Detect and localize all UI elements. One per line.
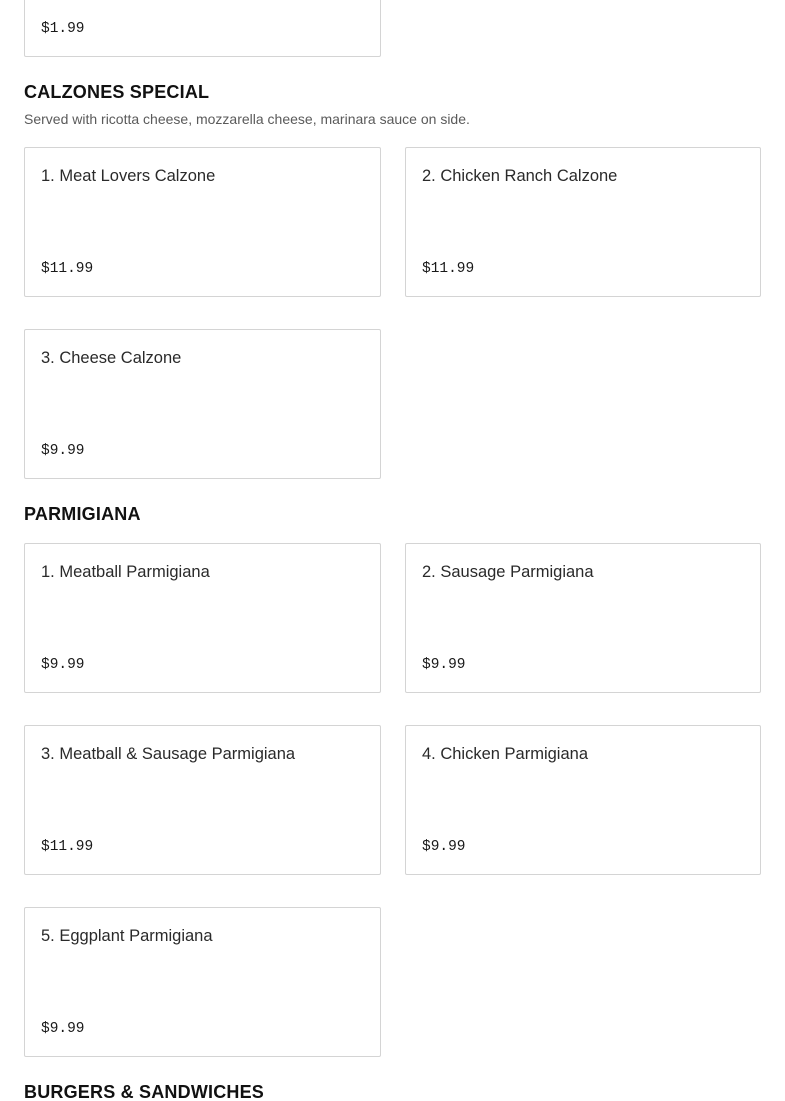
menu-item-name: 1. Meat Lovers Calzone	[41, 167, 216, 185]
menu-item-price: $11.99	[41, 839, 94, 855]
menu-item-name: 5. Eggplant Parmigiana	[41, 927, 213, 945]
menu-item-card[interactable]	[24, 543, 381, 693]
menu-item-card[interactable]	[405, 543, 761, 693]
menu-item-card[interactable]	[24, 0, 381, 57]
menu-item-price: $9.99	[41, 657, 85, 673]
menu-item-card[interactable]	[24, 907, 381, 1057]
menu-item-name: 2. Chicken Ranch Calzone	[422, 167, 618, 185]
section-title-burgers: BURGERS & SANDWICHES	[24, 1082, 265, 1101]
menu-item-name: 4. Chicken Parmigiana	[422, 745, 588, 763]
menu-item-name: 2. Sausage Parmigiana	[422, 563, 594, 581]
menu-item-name: 3. Meatball & Sausage Parmigiana	[41, 745, 296, 763]
menu-item-card[interactable]	[405, 725, 761, 875]
menu-item-card[interactable]	[24, 147, 381, 297]
menu-item-card[interactable]	[24, 725, 381, 875]
menu-item-name: 1. Meatball Parmigiana	[41, 563, 210, 581]
menu-item-price: $9.99	[422, 657, 466, 673]
menu-item-card[interactable]	[405, 147, 761, 297]
menu-item-price: $9.99	[422, 839, 466, 855]
menu-item-name: 3. Cheese Calzone	[41, 349, 182, 367]
section-title-parmigiana: PARMIGIANA	[24, 504, 141, 524]
menu-item-price: $11.99	[41, 261, 94, 277]
section-description-calzones: Served with ricotta cheese, mozzarella cheese, marinara sauce on side.	[24, 111, 470, 127]
menu-item-price: $11.99	[422, 261, 475, 277]
menu-item-card[interactable]	[24, 329, 381, 479]
menu-item-price: $9.99	[41, 1021, 85, 1037]
section-title-calzones: CALZONES SPECIAL	[24, 82, 210, 102]
menu-item-price: $9.99	[41, 443, 85, 459]
menu-item-price: $1.99	[41, 21, 85, 37]
